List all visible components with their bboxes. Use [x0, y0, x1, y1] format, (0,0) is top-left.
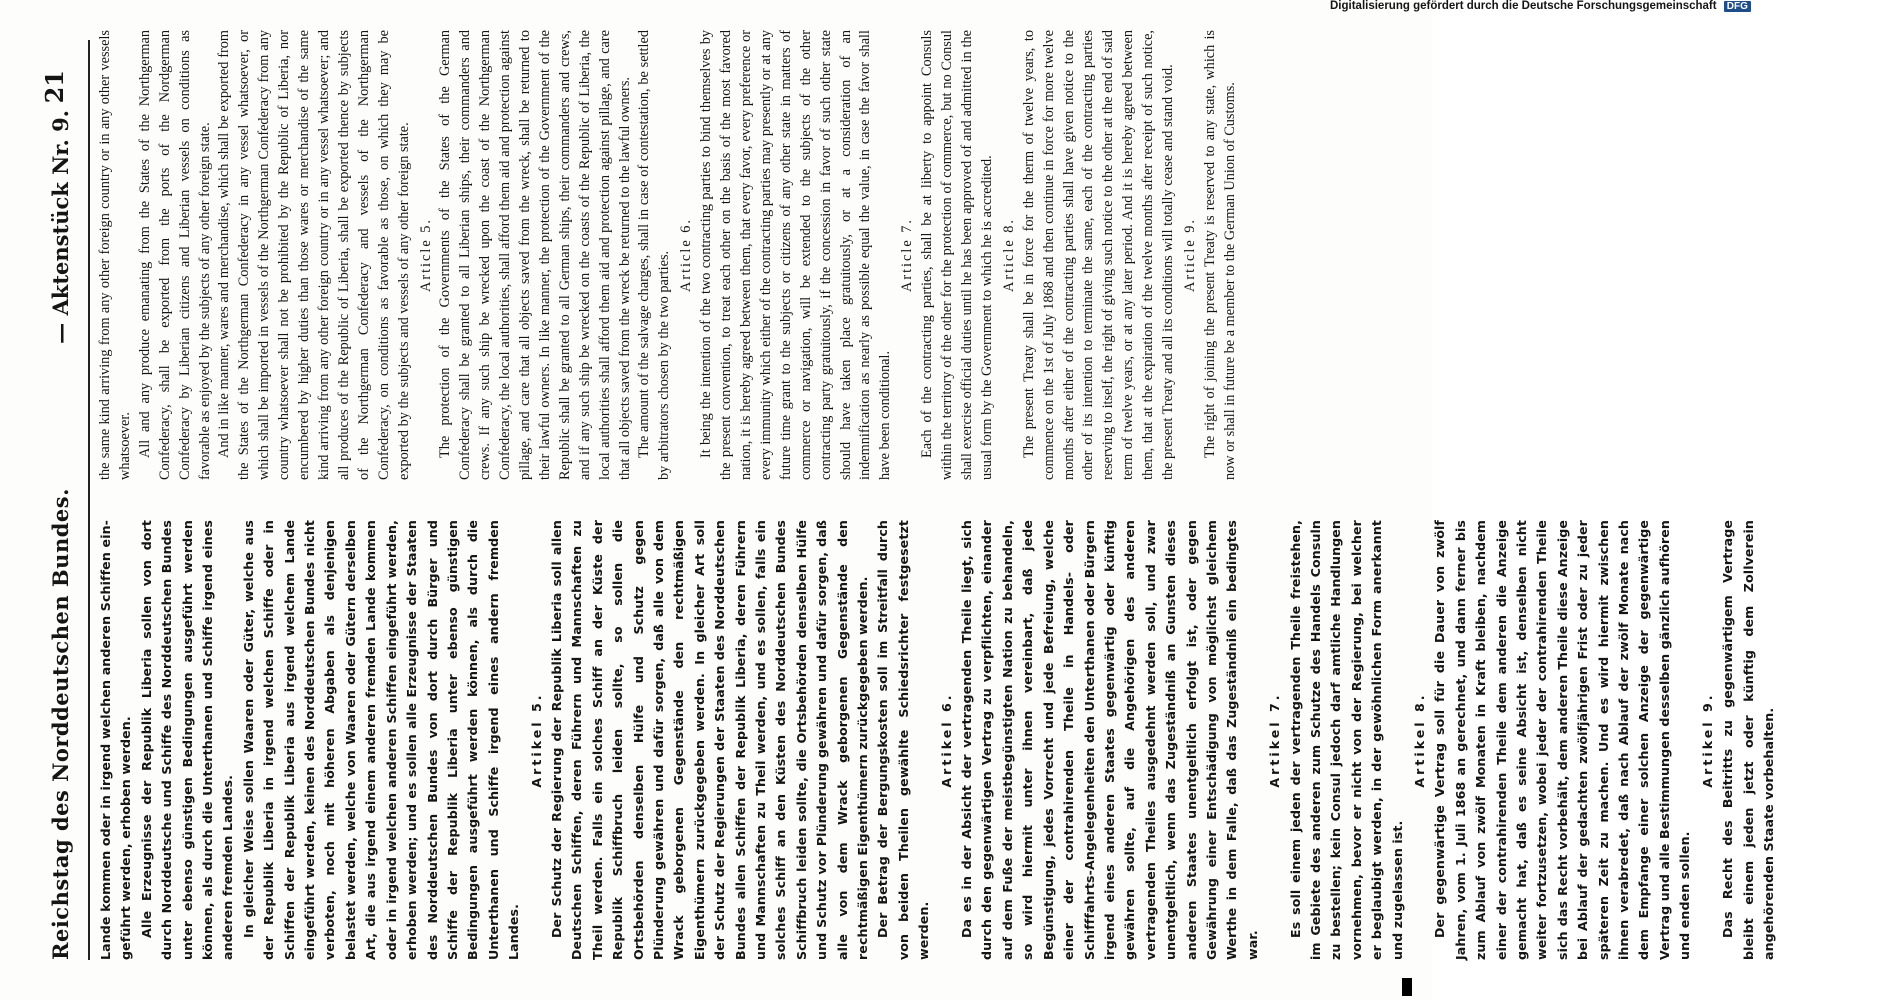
article-paragraph: The protection of the Governments of the States of the German Confederacy shall be granted to all Liberian ships, their commanders and crews. If any such ship be wrecked upon the coast of the Northgerman Confederacy, the local authorities, shall afford them aid and protection against pillage, and care that all objects saved from the wreck, shall be returned to their lawful owners. In like manner, the protection of the Government of the Republic shall be granted to all German ships, their commanders and crews, and if any such ship be wrecked on the coasts of the Republic of Liberia, the local authorities shall afford them aid and protection against pillage, and care that all objects saved from the wreck be returned to the lawful owners. — [437, 30, 633, 480]
credit-text: Digitalisierung gefördert durch die Deutsche Forschungsgemeinschaft — [1330, 0, 1717, 12]
article-paragraph: The right of joining the present Treaty is reserved to any state, which is now or shall in future be a member to the German Union of Customs. — [1201, 30, 1238, 480]
paragraph: And in like manner, wares and merchandise, which shall be exported from the States of the Northgerman Confederacy in any vessel whatsoever, or which shall be imported in vessels of the Northgerman Confederacy from any country whatsoever shall not be prohibited by the Republic of Liberia, nor encumbered by higher duties than those wares or merchandise of the same kind arriving from any other foreign country or in any vessel whatsoever; and all produces of the Republic of Liberia, shall be exported thence by subjects of the Northgerman Confederacy and vessels of the Northgerman Confederacy, on conditions as favorable as those, on which they may be exported by the subjects and vessels of any other foreign state. — [216, 30, 412, 480]
article-paragraph: It being the intention of the two contracting parties to bind themselves by the present convention, to treat each other on the basis of the most favored nation, it is hereby agreed between them, that every favor, every preference or every immunity which either of the contracting parties may presently or at any future time grant to the subjects or citizens of any other state in matters of commerce or navigation, will be extended to the subjects of the other contracting party gratuitously, if the concession in favor of such other state should have taken place gratuitously, or at a consideration of an indemnification as nearly as possible equal the value, in case the favor shall have been conditional. — [698, 30, 894, 480]
running-title-left: Reichstag des Norddeutschen Bundes. — [47, 488, 73, 960]
running-title-right: — Aktenstück Nr. 9. — [47, 110, 73, 344]
article-paragraph: Das Recht des Beitritts zu gegenwärtigem Vertrage bleibt einem jeden jetzt oder künftig dem Zollverein angehörenden Staate vorbehalten. — [1720, 520, 1776, 960]
article-heading: Artikel 6. — [938, 692, 954, 788]
article-heading: Article 8. — [1000, 218, 1017, 292]
article-paragraph: The amount of the salvage charges, shall in case of contestation, be settled by arbitrators chosen by the two parties. — [636, 30, 673, 480]
article-heading: Article 9. — [1181, 218, 1198, 292]
dfg-logo: DFG — [1724, 1, 1751, 12]
article-heading: Artikel 9. — [1699, 692, 1715, 788]
article-paragraph: The present Treaty shall be in force for the therm of twelve years, to commence on the 1st of July 1868 and then continue in force for more twelve months after either of the contracting parties shall have given notice to the other of its intention to terminate the same, each of the contracting parties reserving to itself, the right of giving such notice to the other at the end of said term of twelve years, or at any later period. And it is hereby agreed between them, that at the expiration of the twelve months after receipt of such notice, the present Treaty and all its conditions will totally cease and stand void. — [1020, 30, 1177, 480]
article-heading: Article 6. — [678, 218, 695, 292]
paragraph: All and any produce emanating from the States of the Northgerman Confederacy, shall be exported from the ports of the Nordgerman Confederacy by Liberian citizens and Liberian vessels on conditions as favorable as enjoyed by the subjects of any other foreign state. — [136, 30, 213, 480]
english-column — [96, 30, 1372, 480]
article-heading: Artikel 5. — [528, 692, 544, 788]
article-heading: Article 7. — [899, 218, 916, 292]
article-heading: Artikel 8. — [1412, 692, 1427, 788]
article-paragraph: Da es in der Absicht der vertragenden Theile liegt, sich durch den gegenwärtigen Vertrag zu verpflichten, einander auf dem Fuße der meistbegünstigten Nation zu behandeln, so wird hiermit unter ihnen vereinbart, daß jede Begünstigung, jedes Vorrecht und jede Befreiung, welche einer der contrahirenden Theile in Handels- oder Schifffahrts-Angelegenheiten den Unterthanen oder Bürgern irgend eines anderen Staates gegenwärtig oder künftig gewähren sollte, auf die Angehörigen des anderen vertragenden Theiles ausgedehnt werden soll, und zwar unentgeltlich, wenn das Zugeständniß an Gunsten dieses anderen Staates unentgeltlich erfolgt ist, oder gegen Gewährung einer Entschädigung von möglichst gleichem Werthe in dem Falle, daß das Zugeständniß ein bedingtes war. — [959, 520, 1260, 960]
digitization-credit — [1330, 0, 1890, 12]
paragraph: Lande kommen oder in irgend welchen anderen Schiffen ein-geführt werden, erhoben werden. — [98, 520, 134, 960]
scan-mark — [1402, 978, 1412, 996]
paragraph: Alle Erzeugnisse der Republik Liberia sollen von dort durch Norddeutsche und Schiffe des Norddeutschen Bundes unter ebenso günstigen Bedingungen ausgeführt werden können, als durch die Unterthanen und Schiffe irgend eines anderen fremden Landes. — [138, 520, 236, 960]
paragraph: In gleicher Weise sollen Waaren oder Güter, welche aus der Republik Liberia in irgend welchen Schiffe oder in Schiffen der Republik Liberia aus irgend welchem Lande eingeführt werden, keinen des Norddeutschen Bundes nicht verboten, noch mit höheren Abgaben als denjenigen belastet werden, welche von Waaren oder Gütern derselben Art, die aus irgend einem anderen fremden Lande kommen oder in irgend welchen anderen Schiffen eingeführt werden, erhoben werden; und es sollen alle Erzeugnisse der Staaten des Norddeutschen Bundes von dort durch Bürger und Schiffe der Republik Liberia unter ebenso günstigen Bedingungen ausgeführt werden können, als durch die Unterthanen und Schiffe irgend eines andern fremden Landes. — [240, 520, 522, 960]
page-header — [38, 70, 82, 960]
page-number: 21 — [40, 70, 69, 104]
article-heading: Artikel 7. — [1267, 692, 1283, 788]
german-column — [96, 520, 1776, 960]
article-paragraph: Der gegenwärtige Vertrag soll für die Dauer von zwölf Jahren, vom 1. Juli 1868 an gerechnet, und dann ferner bis zum Ablauf von zwölf Monaten in Kraft bleiben, nachdem einer der contrahirenden Theile dem anderen die Anzeige gemacht hat, daß es seine Absicht ist, denselben nicht weiter fortzusetzen, wobei jeder der contrahirenden Theile sich das Recht vorbehält, dem anderen Theile diese Anzeige bei Ablauf der gedachten zwölfjährigen Frist oder zu jeder späteren Zeit zu machen. Und es wird hiermit zwischen ihnen verabredet, daß nach Ablauf der zwölf Monate nach dem Empfange einer solchen Anzeige der gegenwärtige Vertrag und alle Bestimmungen desselben gänzlich aufhören und enden sollen. — [1432, 520, 1693, 960]
paragraph: the same kind arriving from any other foreign country or in any other vessels whatsoever. — [97, 30, 133, 480]
header-rule — [88, 40, 90, 960]
article-paragraph: Es soll einem jeden der vertragenden Theile freistehen, im Gebiete des anderen zum Schutze des Handels Consuln zu bestellen; kein Consul jedoch darf amtliche Handlungen vornehmen, bevor er nicht von der Regierung, bei welcher er beglaubigt werden, in der gewöhnlichen Form anerkannt und zugelassen ist. — [1287, 520, 1405, 960]
article-paragraph: Der Schutz der Regierung der Republik Liberia soll allen Deutschen Schiffen, deren Führern und Mannschaften zu Theil werden. Falls ein solches Schiff an der Küste der Republik Schiffbruch leiden sollte, so sollen die Ortsbehörden denselben Hülfe und Schutz gegen Plünderung gewähren und dafür sorgen, daß alle von dem Wrack geborgenen Gegenstände den rechtmäßigen Eigenthümern zurückgegeben werden. In gleicher Art soll der Schutz der Regierungen der Staaten des Norddeutschen Bundes allen Schiffen der Republik Liberia, deren Führern und Mannschaften zu Theil werden, und es sollen, falls ein solches Schiff an den Küsten des Norddeutschen Bundes Schiffbruch leiden sollte, die Ortsbehörden denselben Hülfe und Schutz vor Plünderung gewähren und dafür sorgen, daß alle von dem Wrack geborgenen Gegenstände den rechtmäßigen Eigenthümern zurückgegeben werden. — [548, 520, 871, 960]
article-paragraph: Der Betrag der Bergungskosten soll im Streitfall durch von beiden Theilen gewählte Schiedsrichter festgesetzt werden. — [875, 520, 932, 960]
article-paragraph: Each of the contracting parties, shall be at liberty to appoint Consuls within the territory of the other for the protection of commerce, but no Consul shall exercise official duties until he has been approved of and admitted in the usual form by the Government to which he is accredited. — [919, 30, 995, 480]
article-heading: Article 5. — [417, 218, 434, 292]
